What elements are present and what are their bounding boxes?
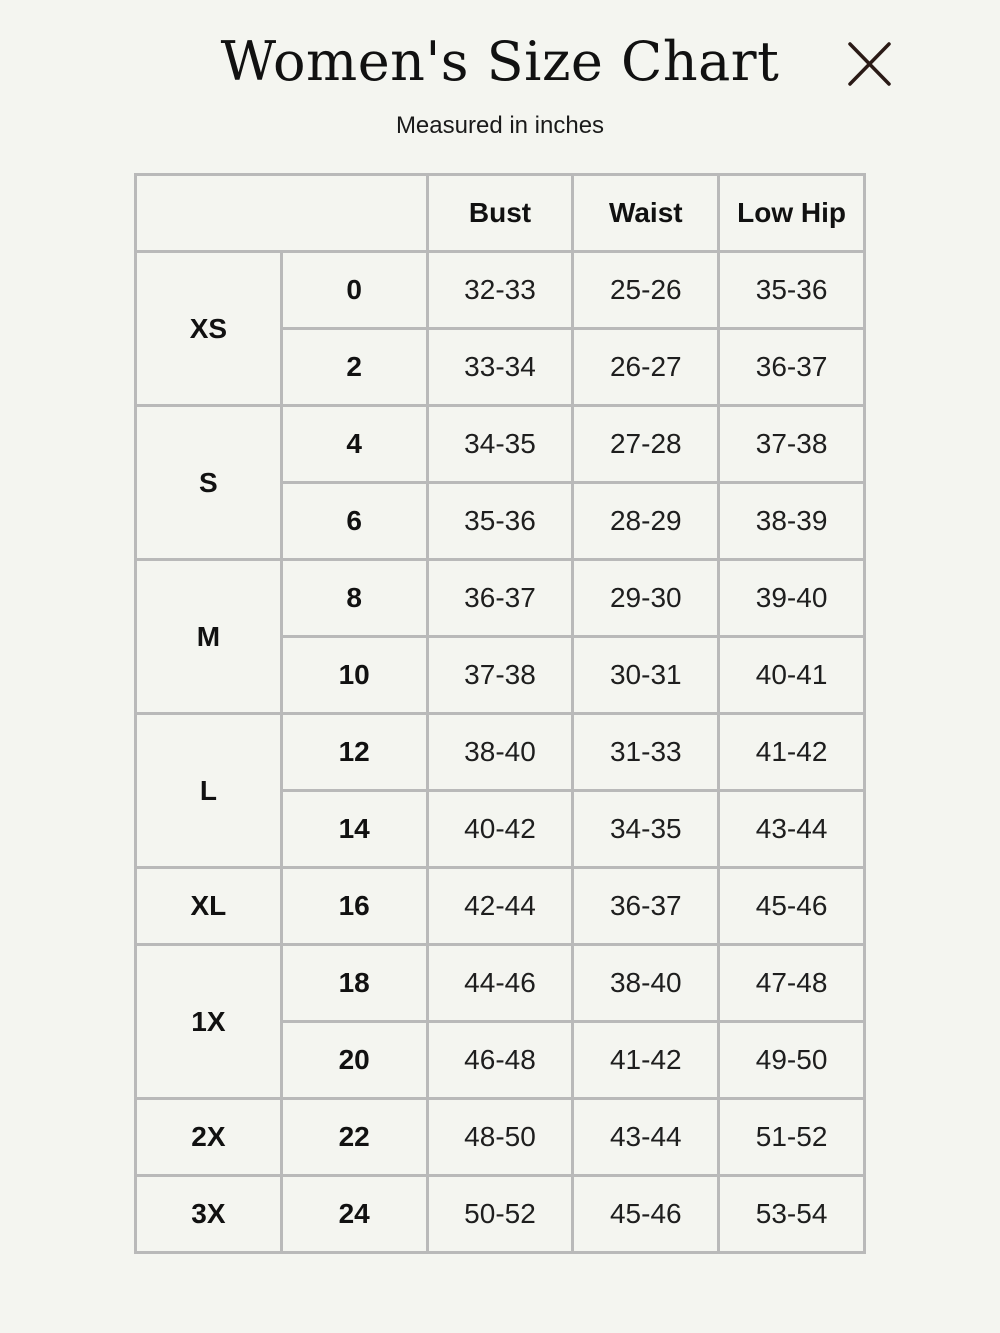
size-number-cell: 20 [281, 1022, 427, 1099]
table-row [136, 714, 865, 791]
bust-cell: 33-34 [427, 329, 573, 406]
bust-cell: 48-50 [427, 1099, 573, 1176]
size-letter-cell: XS [136, 252, 282, 406]
table-row [136, 945, 865, 1022]
low-hip-cell: 47-48 [719, 945, 865, 1022]
bust-cell: 38-40 [427, 714, 573, 791]
low-hip-cell: 35-36 [719, 252, 865, 329]
bust-cell: 35-36 [427, 483, 573, 560]
waist-cell: 30-31 [573, 637, 719, 714]
low-hip-cell: 51-52 [719, 1099, 865, 1176]
page-title: Women's Size Chart [220, 30, 780, 93]
size-letter-cell: XL [136, 868, 282, 945]
waist-cell: 41-42 [573, 1022, 719, 1099]
close-icon [843, 39, 895, 91]
table-row [136, 868, 865, 945]
waist-cell: 43-44 [573, 1099, 719, 1176]
size-number-cell: 4 [281, 406, 427, 483]
size-letter-cell: S [136, 406, 282, 560]
size-number-cell: 8 [281, 560, 427, 637]
low-hip-cell: 40-41 [719, 637, 865, 714]
waist-cell: 27-28 [573, 406, 719, 483]
size-letter-cell: 1X [136, 945, 282, 1099]
size-number-cell: 2 [281, 329, 427, 406]
bust-cell: 37-38 [427, 637, 573, 714]
bust-cell: 42-44 [427, 868, 573, 945]
waist-cell: 36-37 [573, 868, 719, 945]
bust-cell: 50-52 [427, 1176, 573, 1253]
size-number-cell: 6 [281, 483, 427, 560]
waist-cell: 31-33 [573, 714, 719, 791]
table-row [136, 560, 865, 637]
low-hip-cell: 49-50 [719, 1022, 865, 1099]
waist-cell: 26-27 [573, 329, 719, 406]
bust-cell: 46-48 [427, 1022, 573, 1099]
low-hip-cell: 38-39 [719, 483, 865, 560]
waist-cell: 29-30 [573, 560, 719, 637]
size-number-cell: 16 [281, 868, 427, 945]
low-hip-cell: 41-42 [719, 714, 865, 791]
bust-cell: 40-42 [427, 791, 573, 868]
size-number-cell: 12 [281, 714, 427, 791]
low-hip-cell: 37-38 [719, 406, 865, 483]
waist-cell: 34-35 [573, 791, 719, 868]
page-subtitle: Measured in inches [395, 112, 605, 139]
waist-cell: 38-40 [573, 945, 719, 1022]
waist-cell: 25-26 [573, 252, 719, 329]
bust-cell: 34-35 [427, 406, 573, 483]
size-number-cell: 24 [281, 1176, 427, 1253]
header-cell-low-hip: Low Hip [719, 175, 865, 252]
table-header-row [136, 175, 865, 252]
waist-cell: 28-29 [573, 483, 719, 560]
size-letter-cell: L [136, 714, 282, 868]
size-number-cell: 22 [281, 1099, 427, 1176]
table-row [136, 406, 865, 483]
bust-cell: 32-33 [427, 252, 573, 329]
size-number-cell: 14 [281, 791, 427, 868]
close-button[interactable] [843, 39, 895, 91]
size-number-cell: 10 [281, 637, 427, 714]
header-cell-waist: Waist [573, 175, 719, 252]
table-row [136, 1099, 865, 1176]
size-letter-cell: 3X [136, 1176, 282, 1253]
size-number-cell: 18 [281, 945, 427, 1022]
size-chart-table [134, 173, 866, 1254]
low-hip-cell: 53-54 [719, 1176, 865, 1253]
low-hip-cell: 45-46 [719, 868, 865, 945]
bust-cell: 36-37 [427, 560, 573, 637]
low-hip-cell: 36-37 [719, 329, 865, 406]
waist-cell: 45-46 [573, 1176, 719, 1253]
header-cell-bust: Bust [427, 175, 573, 252]
size-number-cell: 0 [281, 252, 427, 329]
table-row [136, 252, 865, 329]
bust-cell: 44-46 [427, 945, 573, 1022]
table-body [136, 252, 865, 1253]
size-letter-cell: M [136, 560, 282, 714]
low-hip-cell: 39-40 [719, 560, 865, 637]
size-letter-cell: 2X [136, 1099, 282, 1176]
header-cell-size [136, 175, 428, 252]
table-row [136, 1176, 865, 1253]
low-hip-cell: 43-44 [719, 791, 865, 868]
